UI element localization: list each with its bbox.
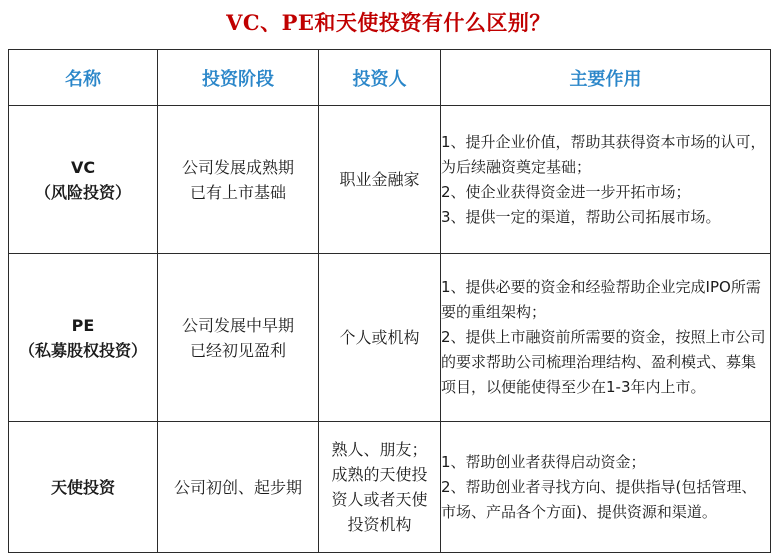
header-stage: 投资阶段 (158, 50, 319, 106)
name-line: （私募股权投资） (18, 340, 147, 360)
role-item: 1、提升企业价值，帮助其获得资本市场的认可，为后续融资奠定基础； (441, 132, 766, 176)
cell-name (9, 254, 158, 422)
name-line: PE (71, 315, 95, 335)
table-row-pe (9, 254, 771, 422)
stage-line: 已经初见盈利 (189, 340, 286, 360)
role-item: 2、提供上市融资前所需要的资金，按照上市公司的要求帮助公司梳理治理结构、盈利模式、募集项目，以便能使得至少在1-3年内上市。 (441, 328, 766, 396)
cell-roles (441, 106, 771, 254)
investor-line: 投资机构 (347, 515, 412, 534)
stage-line: 公司发展中早期 (181, 315, 294, 335)
header-roles: 主要作用 (441, 50, 771, 106)
cell-roles (441, 254, 771, 422)
name-line: （风险投资） (34, 182, 131, 202)
investor-line: 职业金融家 (339, 170, 420, 189)
cell-investor (319, 254, 441, 422)
stage-line: 已有上市基础 (189, 182, 286, 202)
page-title: VC、PE和天使投资有什么区别？ (226, 10, 551, 35)
cell-roles (441, 422, 771, 553)
cell-name (9, 422, 158, 553)
investor-line: 成熟的天使投 (331, 465, 428, 484)
cell-stage (158, 422, 319, 553)
table-row-angel (9, 422, 771, 553)
role-item: 1、提供必要的资金和经验帮助企业完成IPO所需要的重组架构； (441, 278, 761, 321)
investor-line: 资人或者天使 (331, 490, 428, 509)
stage-line: 公司初创、起步期 (173, 477, 302, 497)
name-line: VC (70, 157, 96, 177)
stage-line: 公司发展成熟期 (181, 157, 294, 177)
investor-line: 个人或机构 (339, 328, 420, 347)
role-item: 1、帮助创业者获得启动资金； (441, 452, 646, 471)
cell-name (9, 106, 158, 254)
investor-line: 熟人、朋友； (331, 440, 428, 459)
role-item: 2、帮助创业者寻找方向、提供指导(包括管理、市场、产品各个方面)、提供资源和渠道。 (441, 477, 757, 521)
header-row (9, 50, 771, 106)
cell-investor (319, 422, 441, 553)
role-item: 2、使企业获得资金进一步开拓市场； (441, 182, 691, 201)
comparison-table (8, 49, 771, 553)
cell-stage (158, 106, 319, 254)
header-investor: 投资人 (319, 50, 441, 106)
cell-stage (158, 254, 319, 422)
name-line: 天使投资 (50, 477, 115, 497)
cell-investor (319, 106, 441, 254)
role-item: 3、提供一定的渠道，帮助公司拓展市场。 (441, 207, 721, 226)
table-row-vc (9, 106, 771, 254)
header-name: 名称 (9, 50, 158, 106)
